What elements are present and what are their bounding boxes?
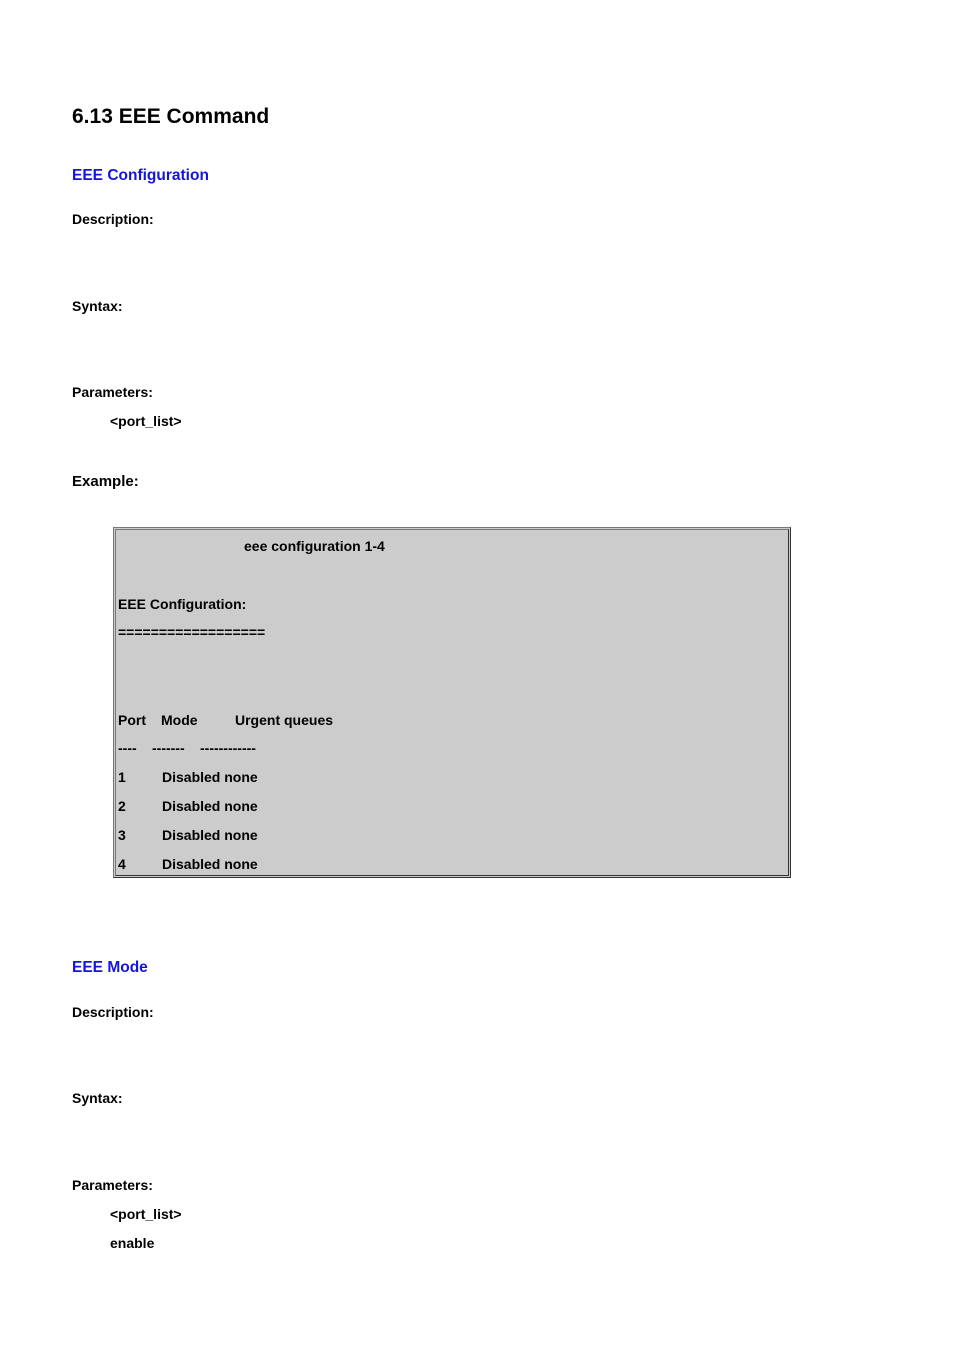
parameters-label: Parameters: [72, 384, 153, 400]
description-label: Description: [72, 1004, 154, 1020]
console-output-title: EEE Configuration: [118, 596, 247, 612]
table-row-port: 4 [118, 856, 126, 872]
table-header-port: Port [118, 712, 146, 728]
parameters-label: Parameters: [72, 1177, 153, 1193]
table-dash-urgent-queues: ------------ [200, 740, 256, 756]
table-row-mode-queues: Disabled none [162, 798, 258, 814]
table-row-mode-queues: Disabled none [162, 769, 258, 785]
parameter-port-list: <port_list> [110, 1206, 182, 1222]
console-command: eee configuration 1-4 [244, 538, 385, 554]
console-separator: ================== [118, 624, 266, 640]
table-row-mode-queues: Disabled none [162, 827, 258, 843]
table-header-mode: Mode [161, 712, 198, 728]
parameter-port-list: <port_list> [110, 413, 182, 429]
example-label: Example: [72, 473, 139, 490]
table-row-port: 3 [118, 827, 126, 843]
section-heading-eee-mode: EEE Mode [72, 959, 148, 976]
page-title: 6.13 EEE Command [72, 105, 270, 128]
table-dash-mode: ------- [152, 740, 185, 756]
syntax-label: Syntax: [72, 298, 123, 314]
console-example-box [113, 527, 791, 878]
section-heading-eee-configuration: EEE Configuration [72, 167, 209, 184]
table-row-port: 2 [118, 798, 126, 814]
parameter-enable: enable [110, 1235, 155, 1251]
table-header-urgent-queues: Urgent queues [235, 712, 334, 728]
table-dash-port: ---- [118, 740, 137, 756]
table-row-mode-queues: Disabled none [162, 856, 258, 872]
description-label: Description: [72, 211, 154, 227]
table-row-port: 1 [118, 769, 126, 785]
syntax-label: Syntax: [72, 1090, 123, 1106]
